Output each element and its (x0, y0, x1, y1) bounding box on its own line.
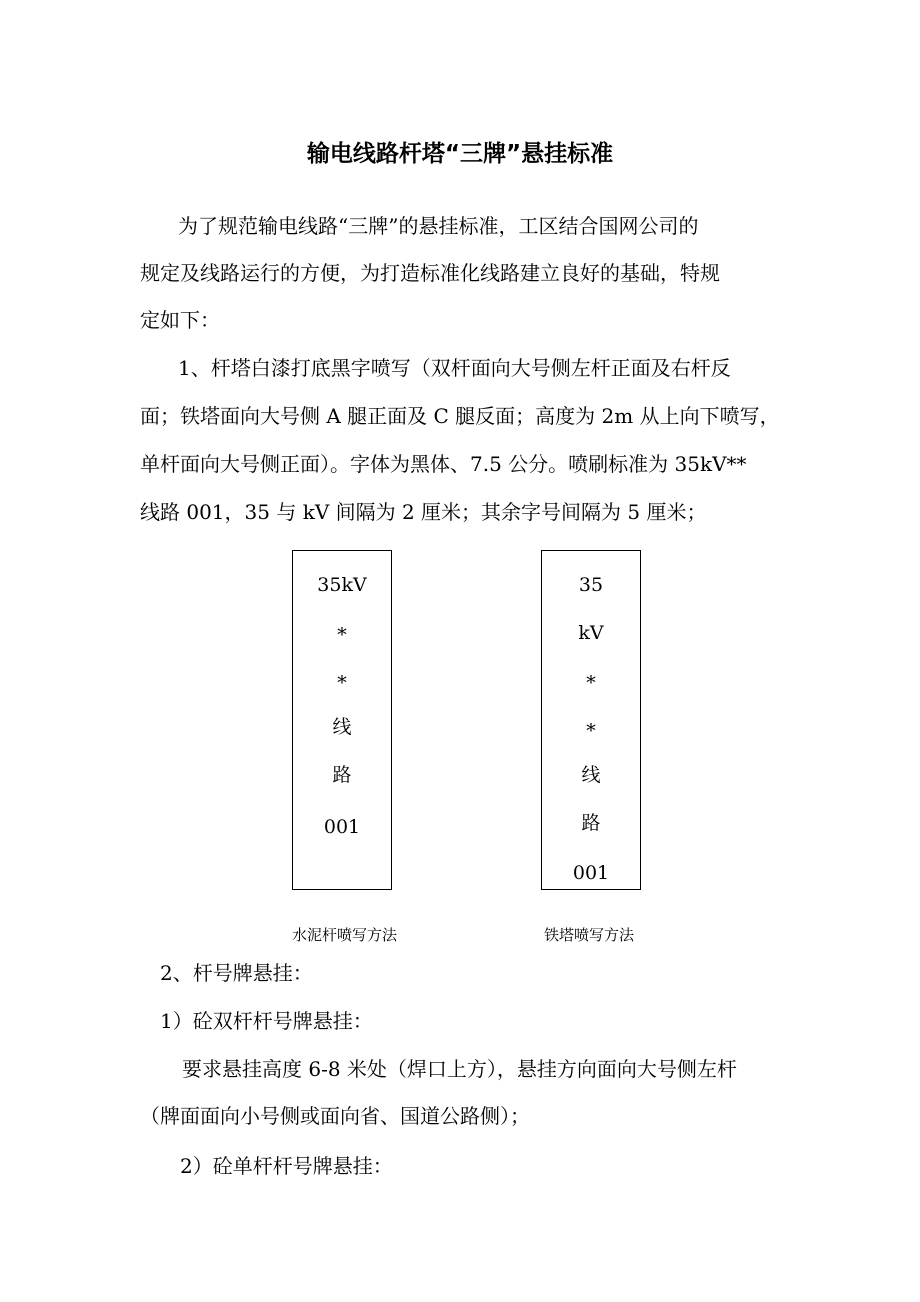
section1-line-4: 线路 001，35 与 kV 间隔为 2 厘米；其余字号间隔为 5 厘米； (140, 500, 707, 524)
section2-sub1-line-2: （牌面面向小号侧或面向省、国道公路侧）； (140, 1104, 530, 1128)
concrete-pole-cell: * (337, 624, 347, 646)
section2-sub1-heading: 1）砼双杆杆号牌悬挂： (160, 1009, 373, 1033)
concrete-pole-cell: 001 (323, 816, 361, 838)
section2-heading: 2、杆号牌悬挂： (160, 961, 313, 985)
concrete-pole-cell: 线 (332, 716, 352, 738)
section1-line-2: 面；铁塔面向大号侧 A 腿正面及 C 腿反面；高度为 2m 从上向下喷写， (140, 404, 780, 428)
steel-tower-cell: * (586, 672, 596, 694)
section2-sub2-heading: 2）砼单杆杆号牌悬挂： (180, 1154, 393, 1178)
steel-tower-cell: 线 (581, 764, 601, 786)
intro-line-3: 定如下： (140, 308, 220, 332)
concrete-pole-sign (292, 550, 392, 890)
concrete-pole-caption: 水泥杆喷写方法 (292, 926, 398, 944)
intro-line-1: 为了规范输电线路“三牌”的悬挂标准，工区结合国网公司的 (178, 214, 699, 238)
steel-tower-cell: kV (578, 622, 604, 644)
steel-tower-cell: 35 (578, 574, 604, 596)
document-title: 输电线路杆塔“三牌”悬挂标准 (306, 141, 614, 167)
steel-tower-cell: * (586, 720, 596, 742)
concrete-pole-cell: 路 (332, 764, 352, 786)
concrete-pole-cell: * (337, 672, 347, 694)
intro-line-2: 规定及线路运行的方便，为打造标准化线路建立良好的基础，特规 (140, 261, 720, 285)
steel-tower-cell: 001 (572, 862, 610, 884)
section1-line-3: 单杆面向大号侧正面）。字体为黑体、7.5 公分。喷刷标准为 35kV** (140, 452, 747, 476)
concrete-pole-cell: 35kV (317, 574, 367, 596)
section1-line-1: 1、杆塔白漆打底黑字喷写（双杆面向大号侧左杆正面及右杆反 (178, 356, 731, 380)
section2-sub1-line-1: 要求悬挂高度 6-8 米处（焊口上方），悬挂方向面向大号侧左杆 (182, 1057, 737, 1081)
steel-tower-cell: 路 (581, 812, 601, 834)
steel-tower-caption: 铁塔喷写方法 (544, 926, 635, 944)
steel-tower-sign (541, 550, 641, 890)
